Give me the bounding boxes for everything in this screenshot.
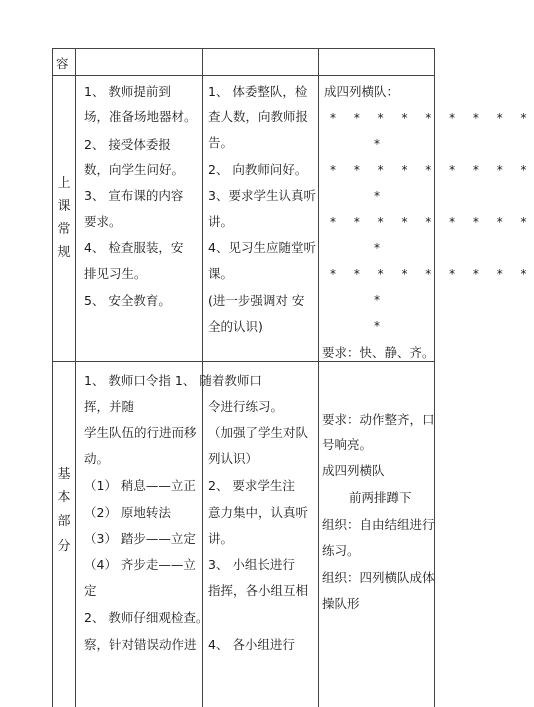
s1-student-line: 全的认识) (208, 319, 263, 334)
table-border-right (434, 48, 435, 707)
s2-teacher-line: 1、 教师口令指 1、 随着教师口 (84, 373, 262, 388)
s2-teacher-line: （4） 齐步走——立 (84, 557, 196, 572)
s2-teacher-line: 学生队伍的行进而移 (84, 425, 197, 440)
s1-student-line: 3、要求学生认真听 (208, 188, 316, 203)
section1-label-2: 课 (57, 199, 71, 214)
s2-org-line: 操队形 (322, 596, 360, 611)
s2-teacher-line: （3） 踏步——立定 (84, 531, 196, 546)
section1-label-3: 常 (57, 222, 71, 237)
s1-teacher-line: 4、 检查服装，安 (84, 240, 184, 255)
table-line-section (52, 361, 435, 362)
s1-teacher-line: 场，准备场地器材。 (84, 109, 197, 124)
section2-label-4: 分 (57, 539, 71, 554)
s1-student-line: 课。 (208, 266, 234, 281)
s2-org-line: 成四列横队 (322, 463, 385, 478)
s1-teacher-line: 2、 接受体委报 (84, 137, 171, 152)
section1-label-1: 上 (57, 176, 71, 191)
s2-org-line: 号响亮。 (322, 437, 373, 452)
s1-student-line: 讲。 (208, 214, 234, 229)
s1-teacher-line: 5、 安全教育。 (84, 293, 171, 308)
s1-requirement: 要求：快、静、齐。 (322, 345, 435, 360)
s1-student-line: (进一步强调对 安 (208, 293, 305, 308)
s1-student-line: 告。 (208, 135, 234, 150)
s1-student-line: 4、见习生应随堂听 (208, 240, 316, 255)
s2-org-line: 组织：四列横队成体 (322, 570, 435, 585)
formation-star-single: * (374, 189, 380, 203)
s2-teacher-line: 挥，并随 (84, 399, 135, 414)
s1-teacher-line: 1、 教师提前到 (84, 84, 171, 99)
s2-teacher-line: 动。 (84, 451, 110, 466)
formation-star-single: * (374, 137, 380, 151)
s1-student-line: 1、 体委整队，检 (208, 84, 308, 99)
s1-org-title: 成四列横队： (324, 84, 400, 99)
formation-star-single: * (374, 293, 380, 307)
s2-org-line: 前两排蹲下 (349, 490, 412, 505)
formation-star-row: * * * * * * * * * (330, 111, 534, 125)
formation-star-single: * (374, 319, 380, 333)
table-line-header (52, 75, 435, 76)
s2-student-line: 3、 小组长进行 (208, 557, 295, 572)
s2-student-line: 列认识） (208, 451, 259, 466)
s1-teacher-line: 要求。 (84, 214, 122, 229)
s2-student-line: 讲。 (208, 531, 234, 546)
formation-star-single: * (374, 241, 380, 255)
s2-teacher-line: 定 (84, 583, 97, 598)
formation-star-row: * * * * * * * * * (330, 215, 534, 229)
section1-label-4: 规 (57, 245, 71, 260)
formation-star-row: * * * * * * * * * (330, 267, 534, 281)
header-row-label: 容 (56, 56, 69, 71)
s1-teacher-line: 排见习生。 (84, 266, 147, 281)
s2-teacher-line: （2） 原地转法 (84, 505, 171, 520)
s1-teacher-line: 数，向学生问好。 (84, 162, 185, 177)
section2-label-2: 本 (57, 490, 71, 505)
s2-student-line: 2、 要求学生注 (208, 478, 295, 493)
section2-label-1: 基 (57, 467, 71, 482)
table-border-left (52, 48, 53, 707)
s2-teacher-line: 2、 教师仔细观检查。 (84, 610, 209, 625)
s2-student-line: 4、 各小组进行 (208, 637, 295, 652)
table-line-top (52, 48, 435, 49)
formation-star-row: * * * * * * * * * (330, 163, 534, 177)
s1-teacher-line: 3、 宣布课的内容 (84, 188, 184, 203)
s2-student-line: （加强了学生对队 (208, 425, 309, 440)
section2-label-3: 部 (57, 514, 71, 529)
s2-org-line: 要求：动作整齐，口 (322, 412, 435, 427)
table-divider-1 (75, 48, 76, 707)
table-divider-3 (318, 48, 319, 707)
s2-student-line: 令进行练习。 (208, 399, 284, 414)
s2-student-line: 意力集中，认真听 (208, 505, 309, 520)
s1-student-line: 2、 向教师问好。 (208, 162, 308, 177)
s2-org-line: 组织：自由结组进行 (322, 517, 435, 532)
s1-student-line: 查人数，向教师报 (208, 109, 309, 124)
s2-teacher-line: （1） 稍息——立正 (84, 478, 196, 493)
s2-org-line: 练习。 (322, 543, 360, 558)
s2-teacher-line: 察，针对错误动作进 (84, 637, 197, 652)
s2-student-line: 指挥，各小组互相 (208, 583, 309, 598)
